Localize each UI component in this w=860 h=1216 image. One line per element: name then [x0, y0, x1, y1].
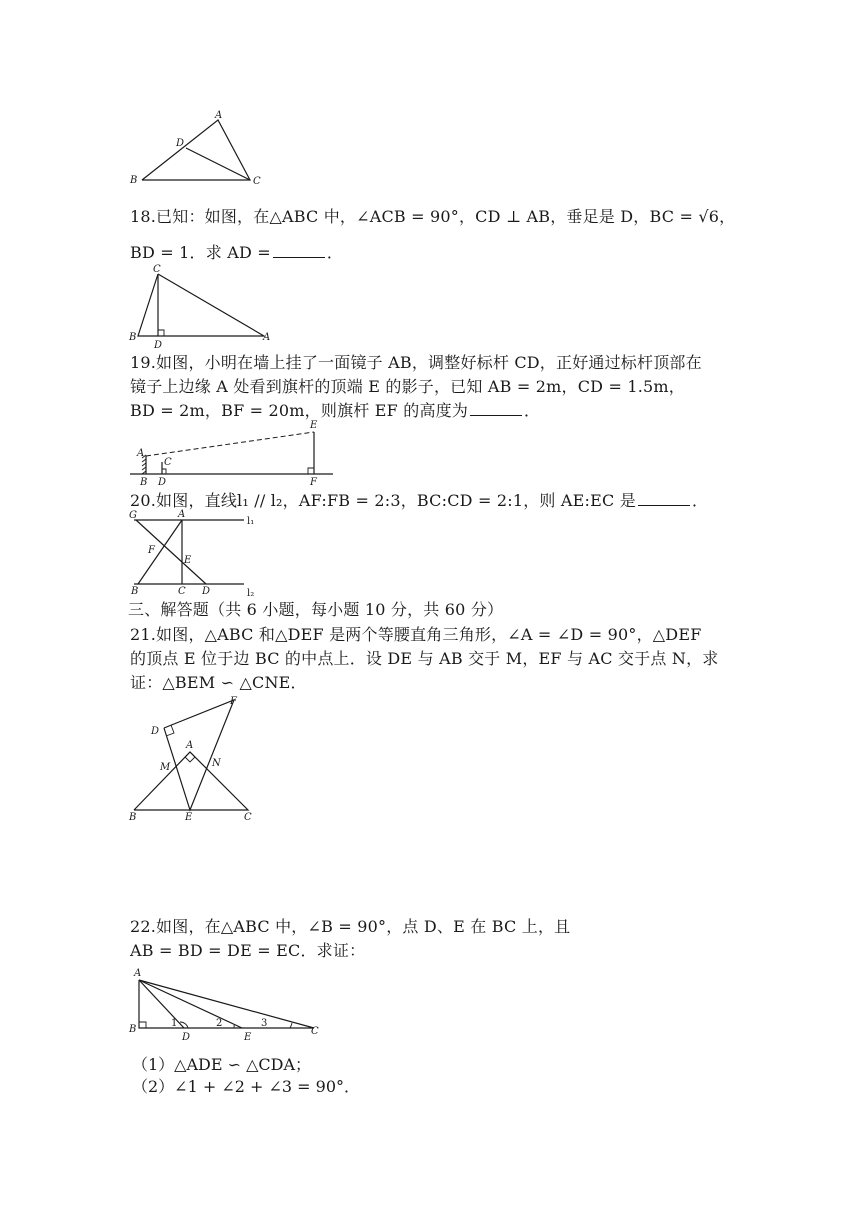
label-d: D — [182, 1032, 191, 1043]
label-l2: l₂ — [247, 588, 255, 599]
q18-line-2-text: BD = 1．求 AD = — [130, 243, 271, 262]
q22-part-1: （1）△ADE ∽ △CDA； — [132, 1055, 312, 1074]
right-angle-mark-d — [162, 469, 166, 474]
q19-line-3-end: ． — [524, 401, 541, 420]
sight-line-ae — [146, 432, 314, 456]
label-c: C — [164, 457, 172, 468]
label-c: C — [178, 586, 186, 597]
right-angle-mark-a — [185, 752, 195, 762]
label-a: A — [137, 448, 145, 459]
label-b: B — [140, 477, 148, 488]
q22-line-1: 22.如图，在△ABC 中，∠B = 90°，点 D、E 在 BC 上，且 — [130, 917, 571, 936]
label-f: F — [310, 477, 317, 488]
label-e: E — [184, 555, 192, 566]
q21-line-3: 证：△BEM ∽ △CNE． — [130, 673, 307, 692]
label-m: M — [160, 762, 171, 773]
segment-gd — [136, 520, 206, 584]
answer-blank — [638, 491, 690, 506]
q20-line-1-end: ． — [691, 491, 709, 510]
right-angle-mark-f — [308, 468, 314, 474]
q19-line-2: 镜子上边缘 A 处看到旗杆的顶端 E 的影子，已知 AB = 2m，CD = 1.5m， — [130, 377, 685, 396]
label-b: B — [131, 586, 139, 597]
label-angle-1: 1 — [171, 1018, 178, 1029]
section-3-heading: 三、解答题（共 6 小题，每小题 10 分，共 60 分） — [128, 600, 504, 619]
figure-20-parallel-lines — [126, 508, 266, 600]
label-c: C — [311, 1026, 319, 1037]
q21-line-2: 的顶点 E 位于边 BC 的中点上．设 DE 与 AB 交于 M，EF 与 AC 交于点 N，求 — [130, 649, 719, 668]
label-n: N — [212, 758, 221, 769]
triangle-abc — [142, 120, 250, 180]
q18-line-2-end: ． — [326, 243, 344, 262]
label-c: C — [153, 264, 161, 275]
label-b: B — [129, 332, 137, 343]
figure-17-triangle — [120, 108, 270, 190]
answer-blank — [470, 401, 522, 416]
label-d: D — [202, 586, 211, 597]
label-l1: l₁ — [247, 516, 255, 527]
triangle-def — [164, 700, 234, 810]
label-f: F — [148, 545, 155, 556]
label-a: A — [178, 509, 186, 520]
label-d: D — [176, 138, 185, 149]
label-angle-2: 2 — [216, 1018, 223, 1029]
label-e: E — [185, 812, 193, 823]
q22-line-2: AB = BD = DE = EC．求证： — [130, 941, 366, 960]
label-a: A — [263, 332, 271, 343]
angle-mark-3 — [290, 1023, 292, 1028]
q22-part-2: （2）∠1 + ∠2 + ∠3 = 90°． — [132, 1077, 361, 1096]
q20-line-1-text: 20.如图，直线l₁ // l₂，AF:FB = 2:3，BC:CD = 2:1，则 AE:EC 是 — [130, 491, 636, 510]
label-a: A — [215, 110, 223, 121]
right-angle-mark — [158, 330, 164, 336]
triangle-abc — [138, 274, 264, 336]
label-c: C — [253, 176, 261, 187]
label-g: G — [129, 510, 137, 521]
label-b: B — [130, 175, 138, 186]
q19-line-3-text: BD = 2m，BF = 20m，则旗杆 EF 的高度为 — [130, 401, 469, 420]
label-a: A — [186, 740, 194, 751]
figure-22-right-triangle — [128, 964, 328, 1044]
label-d: D — [158, 477, 167, 488]
label-a: A — [134, 968, 142, 979]
figure-21-isosceles-triangles — [126, 692, 266, 824]
label-e: E — [310, 420, 318, 431]
q18-line-1: 18.已知：如图，在△ABC 中，∠ACB = 90°，CD ⊥ AB，垂足是 D，BC = √6， — [130, 207, 736, 226]
label-f: F — [230, 696, 237, 707]
figure-19-mirror-flagpole — [128, 418, 343, 488]
label-d: D — [154, 340, 163, 351]
q18-line-2 — [130, 242, 343, 264]
label-d: D — [151, 726, 160, 737]
label-b: B — [129, 1024, 137, 1035]
q19-line-1: 19.如图，小明在墙上挂了一面镜子 AB，调整好标杆 CD，正好通过标杆顶部在 — [130, 353, 702, 372]
answer-blank — [273, 243, 325, 258]
label-e: E — [244, 1032, 252, 1043]
label-c: C — [244, 812, 252, 823]
segment-dc — [186, 148, 250, 180]
right-angle-mark-b — [139, 1022, 146, 1028]
label-angle-3: 3 — [261, 1018, 268, 1029]
segment-ab — [138, 520, 182, 584]
label-b: B — [129, 812, 137, 823]
q21-line-1: 21.如图，△ABC 和△DEF 是两个等腰直角三角形，∠A = ∠D = 90°，△DEF — [130, 625, 702, 644]
figure-18-right-triangle — [128, 262, 278, 350]
